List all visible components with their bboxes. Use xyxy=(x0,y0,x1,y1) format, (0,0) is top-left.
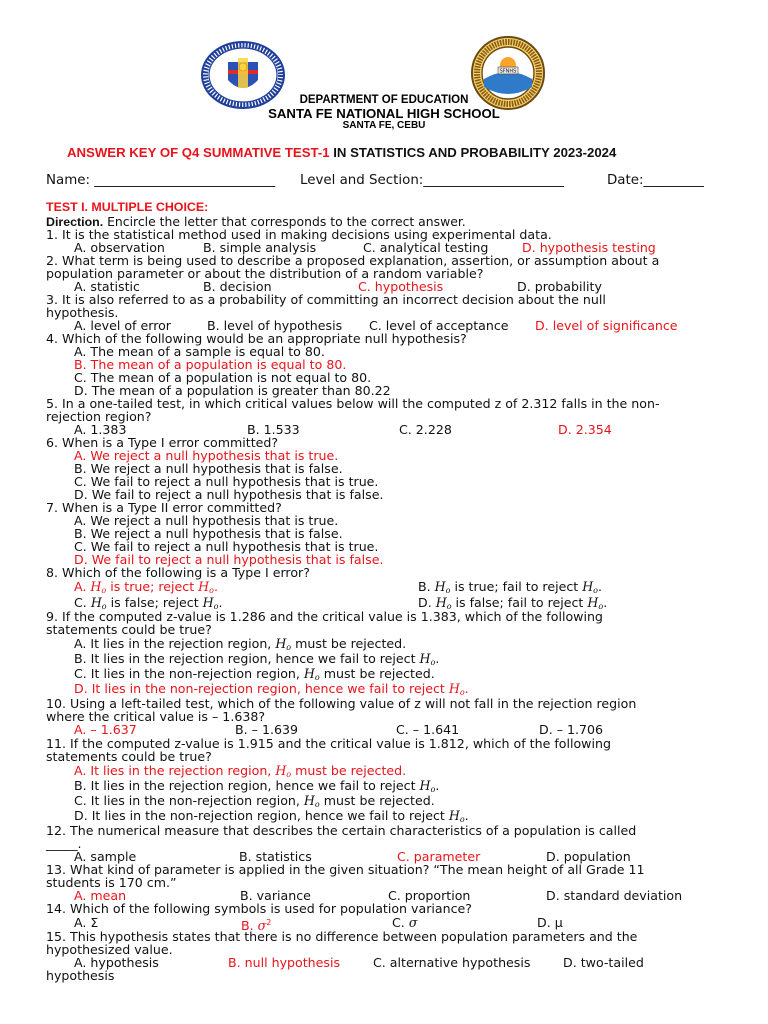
h-letter: H xyxy=(90,579,102,594)
h-letter: H xyxy=(587,595,599,610)
svg-text:SFNHS: SFNHS xyxy=(499,68,517,75)
h-null-symbol xyxy=(582,579,598,594)
h-null-symbol xyxy=(420,651,436,666)
q5-option-c[interactable]: C. 2.228 xyxy=(399,422,452,437)
question-5: 5. In a one-tailed test, in which critical values below will the computed z of 2.312 falls in the non- xyxy=(46,396,660,411)
question-5-cont: rejection region? xyxy=(46,409,152,424)
q3-option-d[interactable]: D. level of significance xyxy=(535,318,678,333)
q11-a-end: must be rejected. xyxy=(291,763,407,778)
level-section-field[interactable]: Level and Section:_____________________ xyxy=(300,173,564,188)
q11-c-prefix: C. It lies in the non-rejection region, xyxy=(74,793,304,808)
q8-d-end: . xyxy=(603,595,608,610)
q1-option-d[interactable]: D. hypothesis testing xyxy=(522,240,656,255)
q7-option-b[interactable]: B. We reject a null hypothesis that is false. xyxy=(74,526,343,541)
q11-b-end: . xyxy=(435,778,440,793)
h-letter: H xyxy=(275,636,287,651)
h-letter: H xyxy=(448,681,460,696)
q8-a-end: . xyxy=(213,579,218,594)
question-6: 6. When is a Type I error committed? xyxy=(46,435,279,450)
school-town: SANTA FE, CEBU xyxy=(342,120,426,131)
q8-c-mid: is false; reject xyxy=(106,595,203,610)
question-15-end: hypothesis xyxy=(46,968,115,983)
q11-a-prefix: A. It lies in the rejection region, xyxy=(74,763,276,778)
q12-option-d[interactable]: D. population xyxy=(546,849,631,864)
q14-option-d[interactable]: D. μ xyxy=(537,915,563,930)
o-sub: o xyxy=(593,586,598,595)
q3-option-a[interactable]: A. level of error xyxy=(74,318,171,333)
q14-b-prefix: B. xyxy=(241,918,258,933)
o-sub: o xyxy=(459,688,465,697)
q13-option-c[interactable]: C. proportion xyxy=(388,888,471,903)
h-null-symbol xyxy=(435,579,451,594)
q2-option-b[interactable]: B. decision xyxy=(203,279,272,294)
q5-option-d[interactable]: D. 2.354 xyxy=(558,422,612,437)
question-9-cont: statements could be true? xyxy=(46,622,212,637)
o-sub: o xyxy=(446,602,452,611)
q9-d-prefix: D. It lies in the non-rejection region, hence we fail to reject xyxy=(74,681,449,696)
h-null-symbol xyxy=(587,595,603,610)
q9-b-end: . xyxy=(435,651,440,666)
question-1: 1. It is the statistical method used in making decisions using experimental data. xyxy=(46,227,552,242)
o-sub: o xyxy=(598,602,604,611)
document-title xyxy=(67,145,616,160)
q8-c-prefix: C. xyxy=(74,595,91,610)
q8-b-prefix: B. xyxy=(418,579,435,594)
q5-option-b[interactable]: B. 1.533 xyxy=(247,422,300,437)
q4-option-d[interactable]: D. The mean of a population is greater than 80.22 xyxy=(74,383,391,398)
q8-b-mid: is true; fail to reject xyxy=(450,579,583,594)
o-sub: o xyxy=(286,643,292,652)
o-sub: o xyxy=(314,673,320,682)
h-letter: H xyxy=(198,579,210,594)
q2-option-c[interactable]: C. hypothesis xyxy=(358,279,444,294)
o-sub: o xyxy=(286,770,292,779)
o-sub: o xyxy=(430,658,436,667)
q9-c-prefix: C. It lies in the non-rejection region, xyxy=(74,666,304,681)
q1-option-a[interactable]: A. observation xyxy=(74,240,165,255)
direction-label: Direction. xyxy=(46,215,104,229)
h-null-symbol xyxy=(91,595,107,610)
o-sub: o xyxy=(314,800,320,809)
q14-c-prefix: C. xyxy=(392,915,409,930)
q15-option-c[interactable]: C. alternative hypothesis xyxy=(373,955,531,970)
q11-b-prefix: B. It lies in the rejection region, hence we fail to reject xyxy=(74,778,420,793)
h-letter: H xyxy=(434,579,446,594)
q8-d-mid: is false; fail to reject xyxy=(451,595,588,610)
question-11-cont: statements could be true? xyxy=(46,749,212,764)
question-3: 3. It is also referred to as a probability of committing an incorrect decision about the null xyxy=(46,292,606,307)
q13-option-d[interactable]: D. standard deviation xyxy=(546,888,683,903)
q10-option-b[interactable]: B. – 1.639 xyxy=(235,722,298,737)
q4-option-c[interactable]: C. The mean of a population is not equal to 80. xyxy=(74,370,372,385)
h-null-symbol xyxy=(449,681,465,696)
q6-option-d[interactable]: D. We fail to reject a null hypothesis that is false. xyxy=(74,487,384,502)
o-sub: o xyxy=(213,602,219,611)
h-letter: H xyxy=(202,595,214,610)
q11-d-end: . xyxy=(464,808,469,823)
q3-option-b[interactable]: B. level of hypothesis xyxy=(207,318,343,333)
q4-option-b[interactable]: B. The mean of a population is equal to 80. xyxy=(74,357,347,372)
q15-option-a[interactable]: A. hypothesis xyxy=(74,955,159,970)
title-black: IN STATISTICS AND PROBABILITY 2023-2024 xyxy=(329,145,617,160)
o-sub: o xyxy=(101,602,107,611)
question-11: 11. If the computed z-value is 1.915 and the critical value is 1.812, which of the following xyxy=(46,736,611,751)
q7-option-c[interactable]: C. We fail to reject a null hypothesis that is true. xyxy=(74,539,379,554)
question-2: 2. What term is being used to describe a proposed explanation, assertion, or assumption about a xyxy=(46,253,660,268)
q2-option-d[interactable]: D. probability xyxy=(517,279,602,294)
h-null-symbol xyxy=(304,666,320,681)
q12-option-c[interactable]: C. parameter xyxy=(397,849,481,864)
q3-option-c[interactable]: C. level of acceptance xyxy=(369,318,509,333)
title-red: ANSWER KEY OF Q4 SUMMATIVE TEST-1 xyxy=(67,145,330,160)
h-letter: H xyxy=(419,778,431,793)
h-letter: H xyxy=(275,763,287,778)
q10-option-d[interactable]: D. – 1.706 xyxy=(539,722,604,737)
h-letter: H xyxy=(90,595,102,610)
question-3-cont: hypothesis. xyxy=(46,305,119,320)
q9-d-end: . xyxy=(464,681,469,696)
q10-option-c[interactable]: C. – 1.641 xyxy=(396,722,460,737)
q7-option-a[interactable]: A. We reject a null hypothesis that is true. xyxy=(74,513,339,528)
question-15-cont: hypothesized value. xyxy=(46,942,173,957)
q4-option-a[interactable]: A. The mean of a sample is equal to 80. xyxy=(74,344,325,359)
h-null-symbol xyxy=(436,595,452,610)
o-sub: o xyxy=(445,586,451,595)
h-null-symbol xyxy=(304,793,320,808)
question-4: 4. Which of the following would be an appropriate null hypothesis? xyxy=(46,331,467,346)
test-heading: TEST I. MULTIPLE CHOICE: xyxy=(46,200,209,214)
question-2-cont: population parameter or about the distribution of a random variable? xyxy=(46,266,484,281)
q1-option-c[interactable]: C. analytical testing xyxy=(363,240,489,255)
h-null-symbol xyxy=(449,808,465,823)
squared-superscript: 2 xyxy=(266,918,272,927)
question-10-cont: where the critical value is – 1.638? xyxy=(46,709,266,724)
question-10: 10. Using a left-tailed test, which of the following value of z will not fall in the rejection region xyxy=(46,696,637,711)
question-7: 7. When is a Type II error committed? xyxy=(46,500,282,515)
q8-d-prefix: D. xyxy=(418,595,436,610)
h-null-symbol xyxy=(203,595,219,610)
h-letter: H xyxy=(435,595,447,610)
q12-option-a[interactable]: A. sample xyxy=(74,849,137,864)
q13-option-b[interactable]: B. variance xyxy=(240,888,311,903)
question-13-cont: students is 170 cm.” xyxy=(46,875,177,890)
q9-b-prefix: B. It lies in the rejection region, hence we fail to reject xyxy=(74,651,420,666)
q15-option-d[interactable]: D. two-tailed xyxy=(563,955,644,970)
q10-option-a[interactable]: A. – 1.637 xyxy=(74,722,137,737)
q11-d-prefix: D. It lies in the non-rejection region, hence we fail to reject xyxy=(74,808,449,823)
q12-option-b[interactable]: B. statistics xyxy=(239,849,312,864)
question-8: 8. Which of the following is a Type I error? xyxy=(46,565,310,580)
q5-option-a[interactable]: A. 1.383 xyxy=(74,422,127,437)
q7-option-d[interactable]: D. We fail to reject a null hypothesis that is false. xyxy=(74,552,384,567)
q15-option-b[interactable]: B. null hypothesis xyxy=(228,955,341,970)
o-sub: o xyxy=(101,586,107,595)
q9-c-end: must be rejected. xyxy=(319,666,435,681)
o-sub: o xyxy=(209,586,214,595)
question-14: 14. Which of the following symbols is used for population variance? xyxy=(46,901,472,916)
question-13: 13. What kind of parameter is applied in the given situation? “The mean height of all Grade 11 xyxy=(46,862,645,877)
h-letter: H xyxy=(419,651,431,666)
department-heading: DEPARTMENT OF EDUCATION xyxy=(299,94,469,106)
h-letter: H xyxy=(303,666,315,681)
h-letter: H xyxy=(303,793,315,808)
q13-option-a[interactable]: A. mean xyxy=(74,888,127,903)
sigma-symbol: σ xyxy=(257,918,267,933)
question-9: 9. If the computed z-value is 1.286 and the critical value is 1.383, which of the following xyxy=(46,609,603,624)
q9-a-end: must be rejected. xyxy=(291,636,407,651)
q8-b-end: . xyxy=(598,579,603,594)
q6-option-c[interactable]: C. We fail to reject a null hypothesis that is true. xyxy=(74,474,379,489)
q6-option-a[interactable]: A. We reject a null hypothesis that is true. xyxy=(74,448,339,463)
o-sub: o xyxy=(430,785,436,794)
direction-text: Encircle the letter that corresponds to the correct answer. xyxy=(103,214,466,229)
date-field[interactable]: Date:_________ xyxy=(607,173,704,188)
q8-c-end: . xyxy=(218,595,223,610)
q14-option-c[interactable] xyxy=(392,916,417,929)
q9-a-prefix: A. It lies in the rejection region, xyxy=(74,636,276,651)
question-12-cont: _____. xyxy=(46,836,82,851)
q2-option-a[interactable]: A. statistic xyxy=(74,279,140,294)
h-letter: H xyxy=(582,579,594,594)
question-15: 15. This hypothesis states that there is no difference between population parameters and the xyxy=(46,929,638,944)
q11-c-end: must be rejected. xyxy=(319,793,435,808)
school-name: SANTA FE NATIONAL HIGH SCHOOL xyxy=(268,106,500,121)
h-null-symbol xyxy=(90,579,106,594)
q8-a-prefix: A. xyxy=(74,579,91,594)
h-null-symbol xyxy=(275,636,291,651)
question-12: 12. The numerical measure that describes the certain characteristics of a population is called xyxy=(46,823,637,838)
o-sub: o xyxy=(459,815,465,824)
q8-a-mid: is true; reject xyxy=(106,579,199,594)
q1-option-b[interactable]: B. simple analysis xyxy=(203,240,317,255)
h-null-symbol xyxy=(420,778,436,793)
h-letter: H xyxy=(448,808,460,823)
q6-option-b[interactable]: B. We reject a null hypothesis that is false. xyxy=(74,461,343,476)
sigma-symbol: σ xyxy=(408,915,418,930)
name-field[interactable]: Name: ___________________________ xyxy=(46,173,276,188)
h-null-symbol xyxy=(275,763,291,778)
h-null-symbol xyxy=(198,579,214,594)
q14-option-a[interactable]: A. Σ xyxy=(74,915,99,930)
